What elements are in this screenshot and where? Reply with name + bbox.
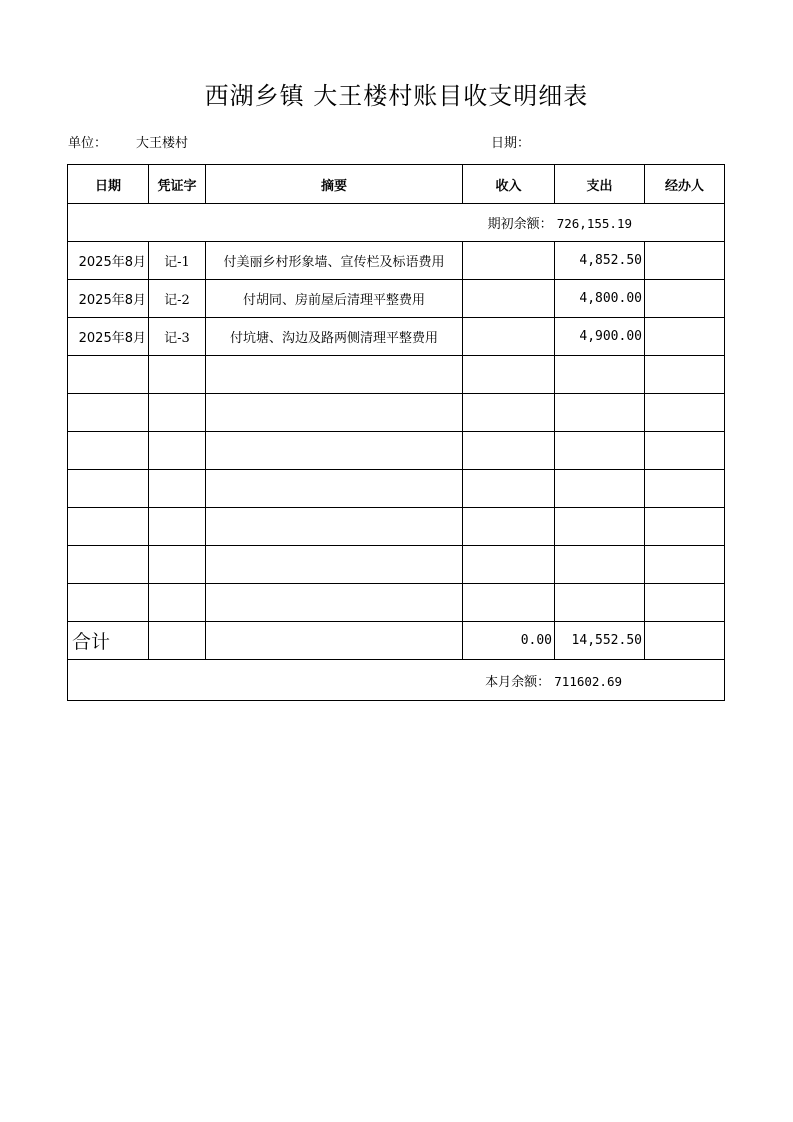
- table-header-row: [68, 165, 725, 204]
- page-title: 西湖乡镇 大王楼村账目收支明细表: [204, 82, 589, 110]
- unit-label: 单位：: [68, 136, 108, 151]
- table-row: [68, 280, 725, 318]
- unit-value: 大王楼村: [136, 136, 189, 151]
- col-header-handler: 经办人: [645, 165, 725, 204]
- entry-income: [463, 242, 555, 280]
- empty-row: [68, 394, 725, 432]
- table-row: [68, 242, 725, 280]
- closing-balance-cell: [68, 660, 725, 701]
- opening-balance-value: 726,155.19: [556, 216, 632, 231]
- col-header-date: 日期: [68, 165, 149, 204]
- entry-date: 2025年8月: [68, 318, 149, 356]
- empty-row: [68, 432, 725, 470]
- col-header-expense: 支出: [555, 165, 645, 204]
- total-label: 合计: [68, 622, 149, 660]
- entry-voucher: 记-3: [149, 318, 206, 356]
- entry-voucher: 记-1: [149, 242, 206, 280]
- entry-voucher: 记-2: [149, 280, 206, 318]
- opening-balance-cell: [68, 204, 725, 242]
- entry-expense: 4,900.00: [555, 318, 645, 356]
- empty-row: [68, 546, 725, 584]
- total-row: [68, 622, 725, 660]
- closing-balance-label: 本月余额：: [485, 674, 551, 690]
- empty-row: [68, 508, 725, 546]
- total-expense: 14,552.50: [555, 622, 645, 660]
- closing-balance-value: 711602.69: [554, 673, 622, 689]
- entry-handler: [645, 242, 725, 280]
- closing-balance-row: [68, 660, 725, 701]
- entry-summary: 付美丽乡村形象墙、宣传栏及标语费用: [206, 242, 463, 280]
- entry-income: [463, 280, 555, 318]
- opening-balance-row: [68, 204, 725, 242]
- entry-income: [463, 318, 555, 356]
- total-income: 0.00: [463, 622, 555, 660]
- entry-expense: 4,800.00: [555, 280, 645, 318]
- entry-expense: 4,852.50: [555, 242, 645, 280]
- entry-summary: 付胡同、房前屋后清理平整费用: [206, 280, 463, 318]
- opening-balance-label: 期初余额：: [487, 217, 553, 232]
- ledger-table: [67, 164, 725, 701]
- col-header-income: 收入: [463, 165, 555, 204]
- col-header-voucher: 凭证字: [149, 165, 206, 204]
- entry-handler: [645, 318, 725, 356]
- empty-row: [68, 584, 725, 622]
- date-label: 日期：: [491, 136, 531, 151]
- col-header-summary: 摘要: [206, 165, 463, 204]
- entry-date: 2025年8月: [68, 242, 149, 280]
- table-row: [68, 318, 725, 356]
- empty-row: [68, 356, 725, 394]
- entry-summary: 付坑塘、沟边及路两侧清理平整费用: [206, 318, 463, 356]
- empty-row: [68, 470, 725, 508]
- entry-handler: [645, 280, 725, 318]
- entry-date: 2025年8月: [68, 280, 149, 318]
